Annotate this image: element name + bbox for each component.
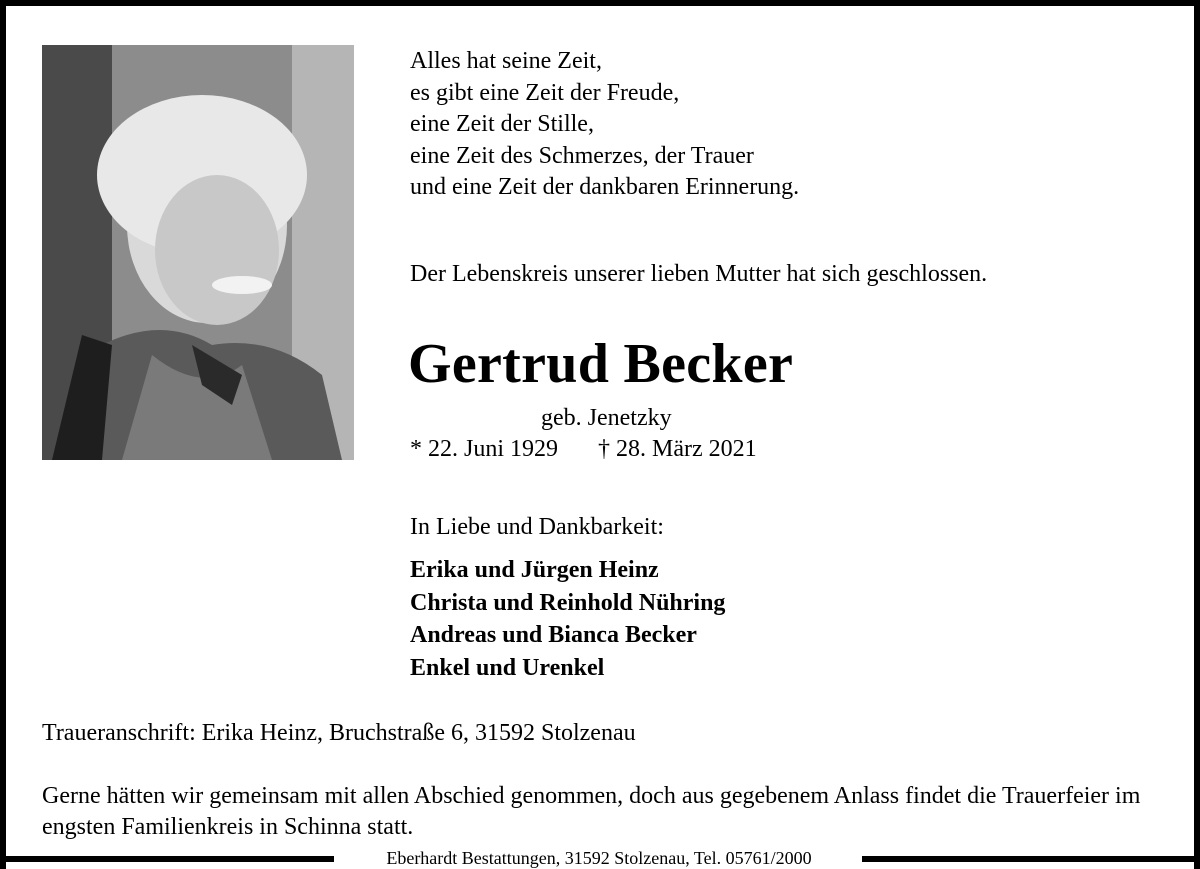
maiden-name: geb. Jenetzky: [541, 405, 672, 431]
mourner: Enkel und Urenkel: [410, 654, 605, 681]
death-date: † 28. März 2021: [598, 436, 757, 462]
poem-line: eine Zeit der Stille,: [410, 111, 594, 137]
footer-rule-right: [862, 856, 1200, 862]
announcement: Der Lebenskreis unserer lieben Mutter hat sich geschlossen.: [410, 261, 988, 287]
mourner: Christa und Reinhold Nühring: [410, 589, 726, 616]
birth-date: * 22. Juni 1929: [410, 436, 559, 462]
mourner: Andreas und Bianca Becker: [410, 622, 697, 648]
mourner: Erika und Jürgen Heinz: [410, 557, 659, 583]
poem: [410, 46, 799, 204]
poem-line: und eine Zeit der dankbaren Erinnerung.: [410, 174, 800, 200]
life-dates: [410, 436, 797, 463]
footer-rule-left: [0, 856, 334, 862]
poem-line: Alles hat seine Zeit,: [410, 48, 602, 74]
poem-line: eine Zeit des Schmerzes, der Trauer: [410, 142, 754, 169]
deceased-name: Gertrud Becker: [408, 333, 794, 395]
undertaker-info: Eberhardt Bestattungen, 31592 Stolzenau, Tel. 05761/2000: [386, 848, 812, 868]
thanks-intro: In Liebe und Dankbarkeit:: [410, 514, 664, 540]
poem-line: es gibt eine Zeit der Freude,: [410, 79, 680, 106]
footer: [0, 848, 1200, 869]
portrait-photo: [42, 45, 354, 460]
mourners-list: [410, 554, 725, 684]
funeral-notice: Gerne hätten wir gemeinsam mit allen Abschied genommen, doch aus gegebenem Anlass findet die Trauerfeier im engsten Familienkreis in Schinna statt.: [42, 783, 1141, 840]
mourning-address: Traueranschrift: Erika Heinz, Bruchstraße 6, 31592 Stolzenau: [42, 720, 636, 746]
